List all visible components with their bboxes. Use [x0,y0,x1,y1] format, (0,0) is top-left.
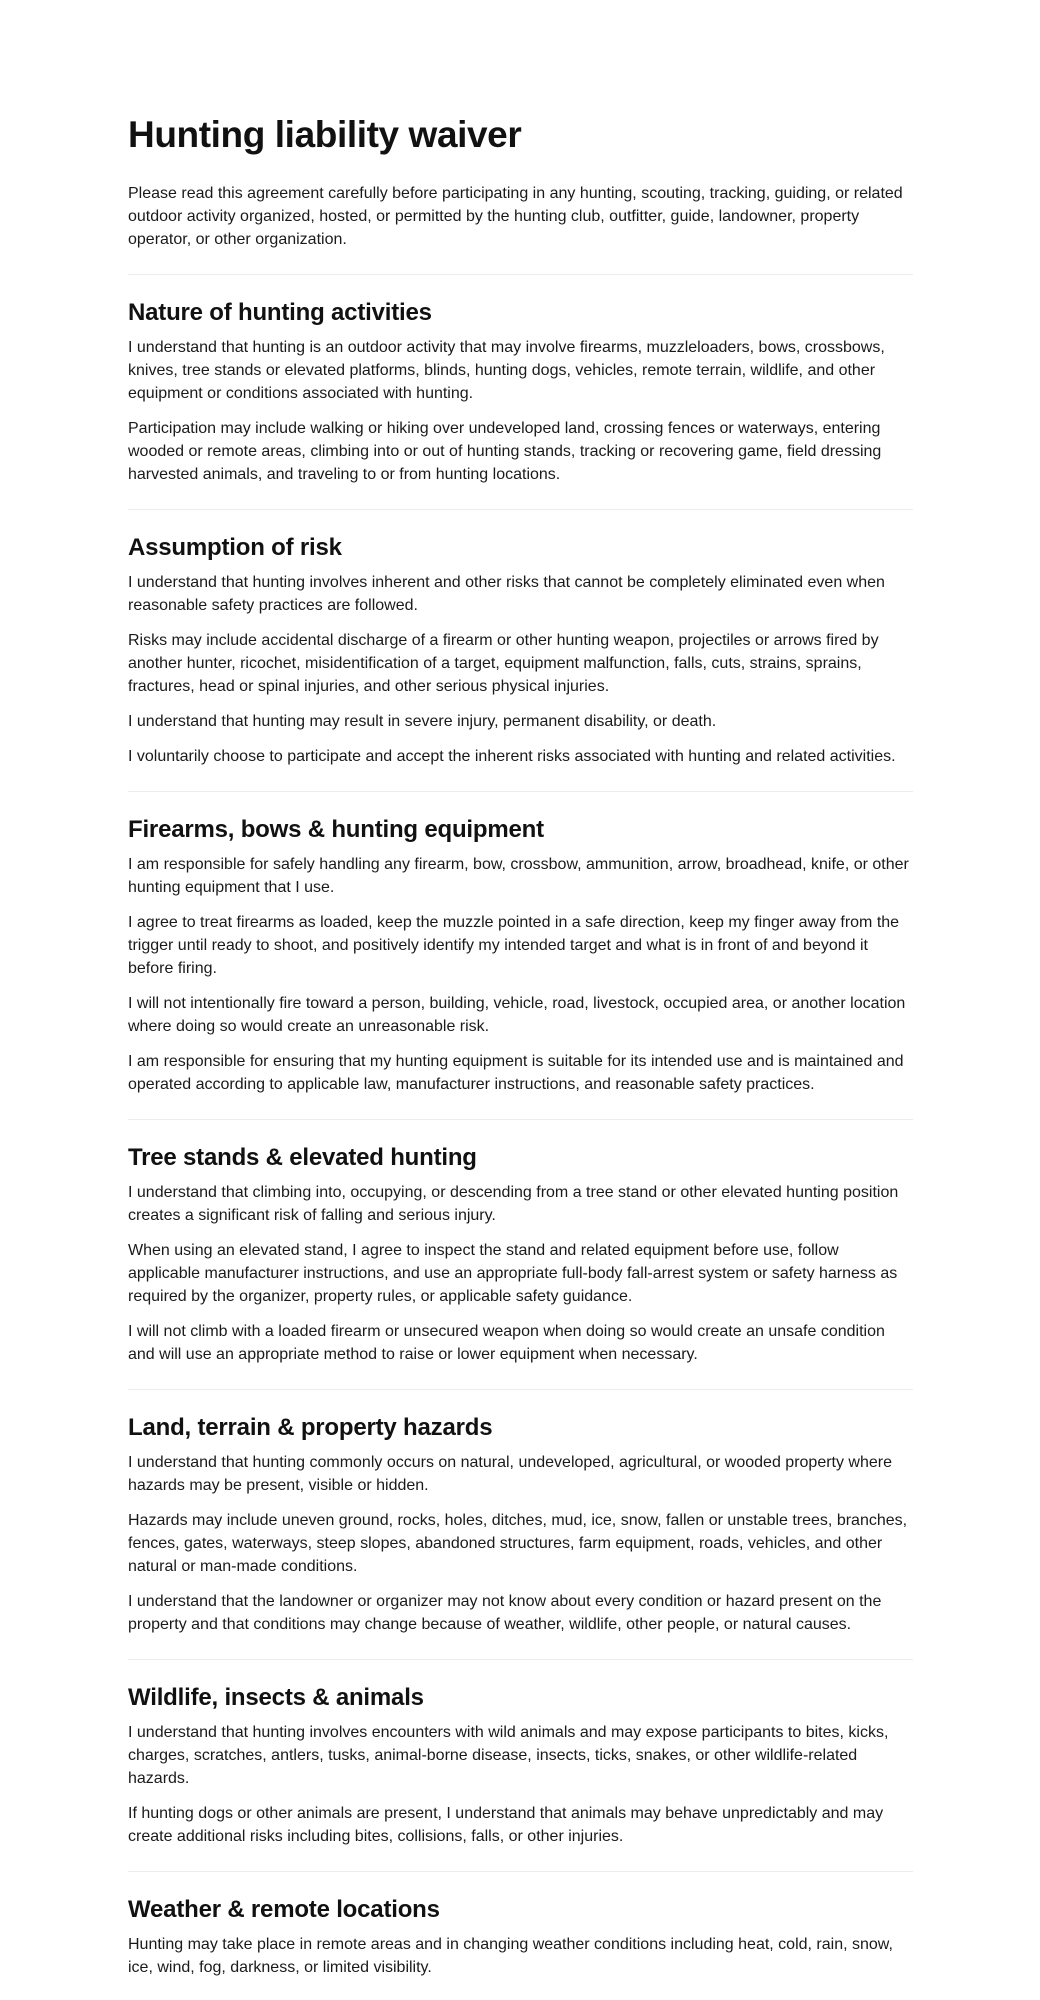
section-paragraph: If hunting dogs or other animals are present, I understand that animals may behave unpredictably and may create additional risks including bites, collisions, falls, or other injuries. [128,1805,884,1845]
waiver-section [128,1143,913,1366]
intro-paragraph: Please read this agreement carefully before participating in any hunting, scouting, tracking, guiding, or related outdoor activity organized, hosted, or permitted by the hunting club, outfitter, guide, landowner, property operator, or other organization. [128,185,903,248]
section-paragraph: I understand that hunting is an outdoor activity that may involve firearms, muzzleloaders, bows, crossbows, knives, tree stands or elevated platforms, blinds, hunting dogs, vehicles, remote terrain, wildlife, and other equipment or conditions associated with hunting. [128,339,885,402]
waiver-section [128,815,913,1096]
section-paragraph: Risks may include accidental discharge of a firearm or other hunting weapon, projectiles or arrows fired by another hunter, ricochet, misidentification of a target, equipment malfunction, falls, cuts, strains, sprains, fractures, head or spinal injuries, and other serious physical injuries. [128,632,879,695]
section-paragraph: Participation may include walking or hiking over undeveloped land, crossing fences or waterways, entering wooded or remote areas, climbing into or out of hunting stands, tracking or recovering game, field dressing harvested animals, and traveling to or from hunting locations. [128,420,882,483]
waiver-section [128,1683,913,1848]
section-paragraph: Hazards may include uneven ground, rocks, holes, ditches, mud, ice, snow, fallen or unstable trees, branches, fences, gates, waterways, steep slopes, abandoned structures, farm equipment, roads, vehicles, and other natural or man-made conditions. [128,1512,908,1575]
section-paragraph: I will not climb with a loaded firearm or unsecured weapon when doing so would create an unsafe condition and will use an appropriate method to raise or lower equipment when necessary. [128,1323,885,1363]
waiver-section [128,533,913,768]
section-divider [128,791,913,792]
section-divider [128,1389,913,1390]
section-heading: Nature of hunting activities [128,299,432,326]
section-paragraph: I will not intentionally fire toward a person, building, vehicle, road, livestock, occupied area, or another location where doing so would create an unreasonable risk. [128,995,906,1035]
section-paragraph: I understand that hunting commonly occurs on natural, undeveloped, agricultural, or wooded property where hazards may be present, visible or hidden. [128,1454,893,1494]
section-heading: Weather & remote locations [128,1896,440,1923]
section-divider [128,1659,913,1660]
section-paragraph: I understand that hunting involves inherent and other risks that cannot be completely eliminated even when reasonable safety practices are followed. [128,574,885,614]
section-paragraph: When using an elevated stand, I agree to inspect the stand and related equipment before use, follow applicable manufacturer instructions, and use an appropriate full-body fall-arrest system or safety harness as required by the organizer, property rules, or applicable safety guidance. [128,1242,898,1305]
section-divider [128,509,913,510]
section-heading: Land, terrain & property hazards [128,1414,493,1441]
section-heading: Tree stands & elevated hunting [128,1144,477,1171]
section-paragraph: I understand that hunting may result in severe injury, permanent disability, or death. [128,713,717,730]
section-divider [128,274,913,275]
section-paragraph: Hunting may take place in remote areas and in changing weather conditions including heat, cold, rain, snow, ice, wind, fog, darkness, or limited visibility. [128,1936,893,1976]
section-paragraph: I understand that hunting involves encounters with wild animals and may expose participants to bites, kicks, charges, scratches, antlers, tusks, animal-borne disease, insects, ticks, snakes, or other wildlife-related hazards. [128,1724,889,1787]
section-paragraph: I am responsible for safely handling any firearm, bow, crossbow, ammunition, arrow, broadhead, knife, or other hunting equipment that I use. [128,856,909,896]
section-paragraph: I am responsible for ensuring that my hunting equipment is suitable for its intended use and is maintained and operated according to applicable law, manufacturer instructions, and reasonable safety practices. [128,1053,904,1093]
section-paragraph: I understand that the landowner or organizer may not know about every condition or hazard present on the property and that conditions may change because of weather, wildlife, other people, or natural causes. [128,1593,882,1633]
section-paragraph: I voluntarily choose to participate and accept the inherent risks associated with hunting and related activities. [128,748,896,765]
waiver-section [128,298,913,486]
section-divider [128,1119,913,1120]
section-paragraph: I agree to treat firearms as loaded, keep the muzzle pointed in a safe direction, keep my finger away from the trigger until ready to shoot, and positively identify my intended target and what is in front of and beyond it before firing. [128,914,900,977]
section-heading: Assumption of risk [128,534,342,561]
section-heading: Firearms, bows & hunting equipment [128,816,544,843]
waiver-section [128,1895,913,1979]
section-paragraph: I understand that climbing into, occupying, or descending from a tree stand or other elevated hunting position creates a significant risk of falling and serious injury. [128,1184,899,1224]
section-heading: Wildlife, insects & animals [128,1684,424,1711]
waiver-sections [128,274,913,1979]
waiver-section [128,1413,913,1636]
section-divider [128,1871,913,1872]
waiver-content [128,110,913,1979]
page-title: Hunting liability waiver [128,114,522,155]
